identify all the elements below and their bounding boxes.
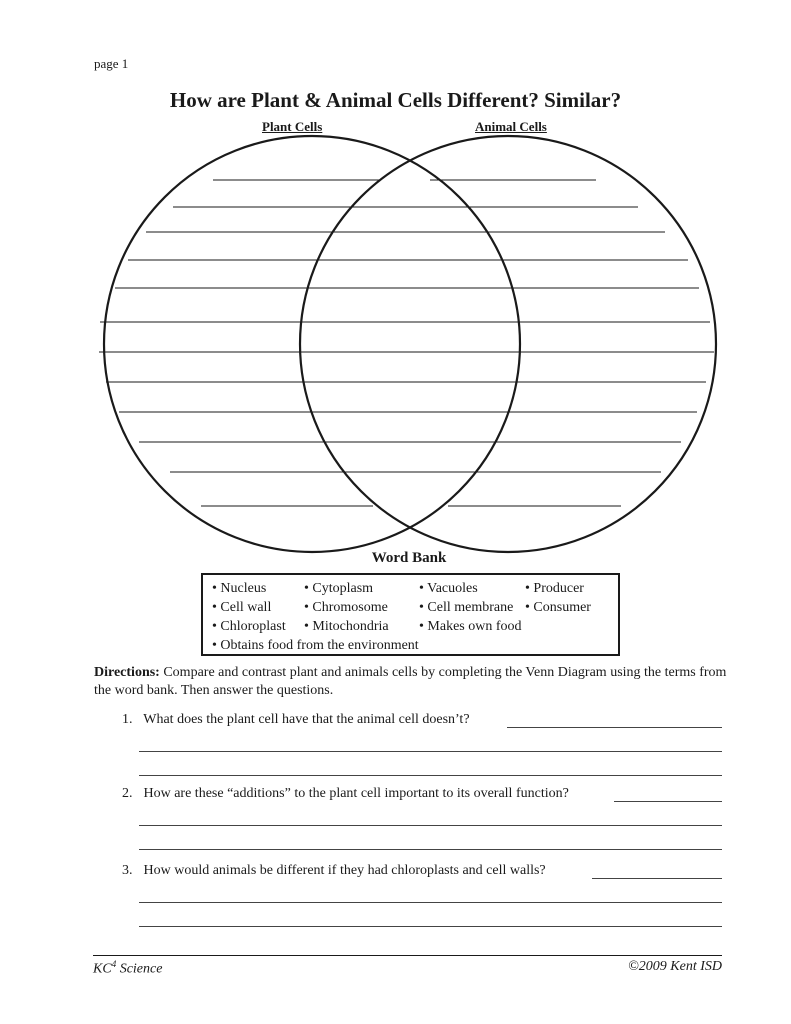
word-bank-item: • Cell membrane bbox=[419, 600, 514, 615]
question-3 bbox=[122, 863, 546, 879]
question-number: 3. bbox=[122, 863, 133, 878]
answer-line[interactable] bbox=[507, 727, 722, 728]
answer-line[interactable] bbox=[139, 775, 722, 776]
directions-text: Compare and contrast plant and animals cells by completing the Venn Diagram using the terms from the word bank. Then answer the questions. bbox=[94, 665, 727, 698]
page-number: page 1 bbox=[94, 56, 129, 71]
word-bank-item: • Cytoplasm bbox=[304, 581, 374, 596]
word-bank-item: • Cell wall bbox=[212, 600, 272, 615]
word-bank-item: • Consumer bbox=[525, 600, 591, 615]
footer-course-name: KC bbox=[93, 961, 112, 977]
answer-line[interactable] bbox=[139, 926, 722, 927]
word-bank-item: • Vacuoles bbox=[419, 581, 478, 596]
directions-label: Directions: bbox=[94, 665, 160, 680]
question-text: How are these “additions” to the plant cell important to its overall function? bbox=[143, 786, 569, 801]
word-bank-item: • Mitochondria bbox=[304, 619, 389, 634]
word-bank-item: • Chloroplast bbox=[212, 619, 286, 634]
question-2 bbox=[122, 786, 569, 802]
word-bank-item: • Producer bbox=[525, 581, 584, 596]
word-bank-item: • Makes own food bbox=[419, 619, 522, 634]
question-text: How would animals be different if they had chloroplasts and cell walls? bbox=[143, 863, 546, 878]
question-number: 1. bbox=[122, 712, 133, 727]
answer-line[interactable] bbox=[139, 751, 722, 752]
word-bank-item: • Obtains food from the environment bbox=[212, 638, 419, 653]
footer-course-superscript: 4 bbox=[111, 959, 117, 969]
footer-copyright: ©2009 Kent ISD bbox=[628, 959, 722, 974]
answer-line[interactable] bbox=[139, 849, 722, 850]
worksheet-title: How are Plant & Animal Cells Different? Similar? bbox=[169, 88, 622, 112]
question-number: 2. bbox=[122, 786, 133, 801]
answer-line[interactable] bbox=[592, 878, 722, 879]
question-1 bbox=[122, 712, 470, 728]
question-text: What does the plant cell have that the animal cell doesn’t? bbox=[143, 712, 470, 727]
word-bank-item: • Chromosome bbox=[304, 600, 388, 615]
word-bank-box bbox=[201, 573, 620, 656]
directions bbox=[94, 664, 734, 700]
word-bank-title: Word Bank bbox=[371, 550, 447, 566]
plant-cells-label: Plant Cells bbox=[262, 119, 323, 134]
answer-line[interactable] bbox=[139, 825, 722, 826]
footer-course-suffix: Science bbox=[116, 961, 163, 977]
animal-cells-label: Animal Cells bbox=[475, 119, 547, 134]
answer-line[interactable] bbox=[614, 801, 722, 802]
animal-cell-circle bbox=[300, 136, 716, 552]
word-bank-item: • Nucleus bbox=[212, 581, 267, 596]
answer-line[interactable] bbox=[139, 902, 722, 903]
footer-divider bbox=[93, 955, 722, 956]
footer-course bbox=[93, 959, 162, 978]
plant-cell-circle bbox=[104, 136, 520, 552]
